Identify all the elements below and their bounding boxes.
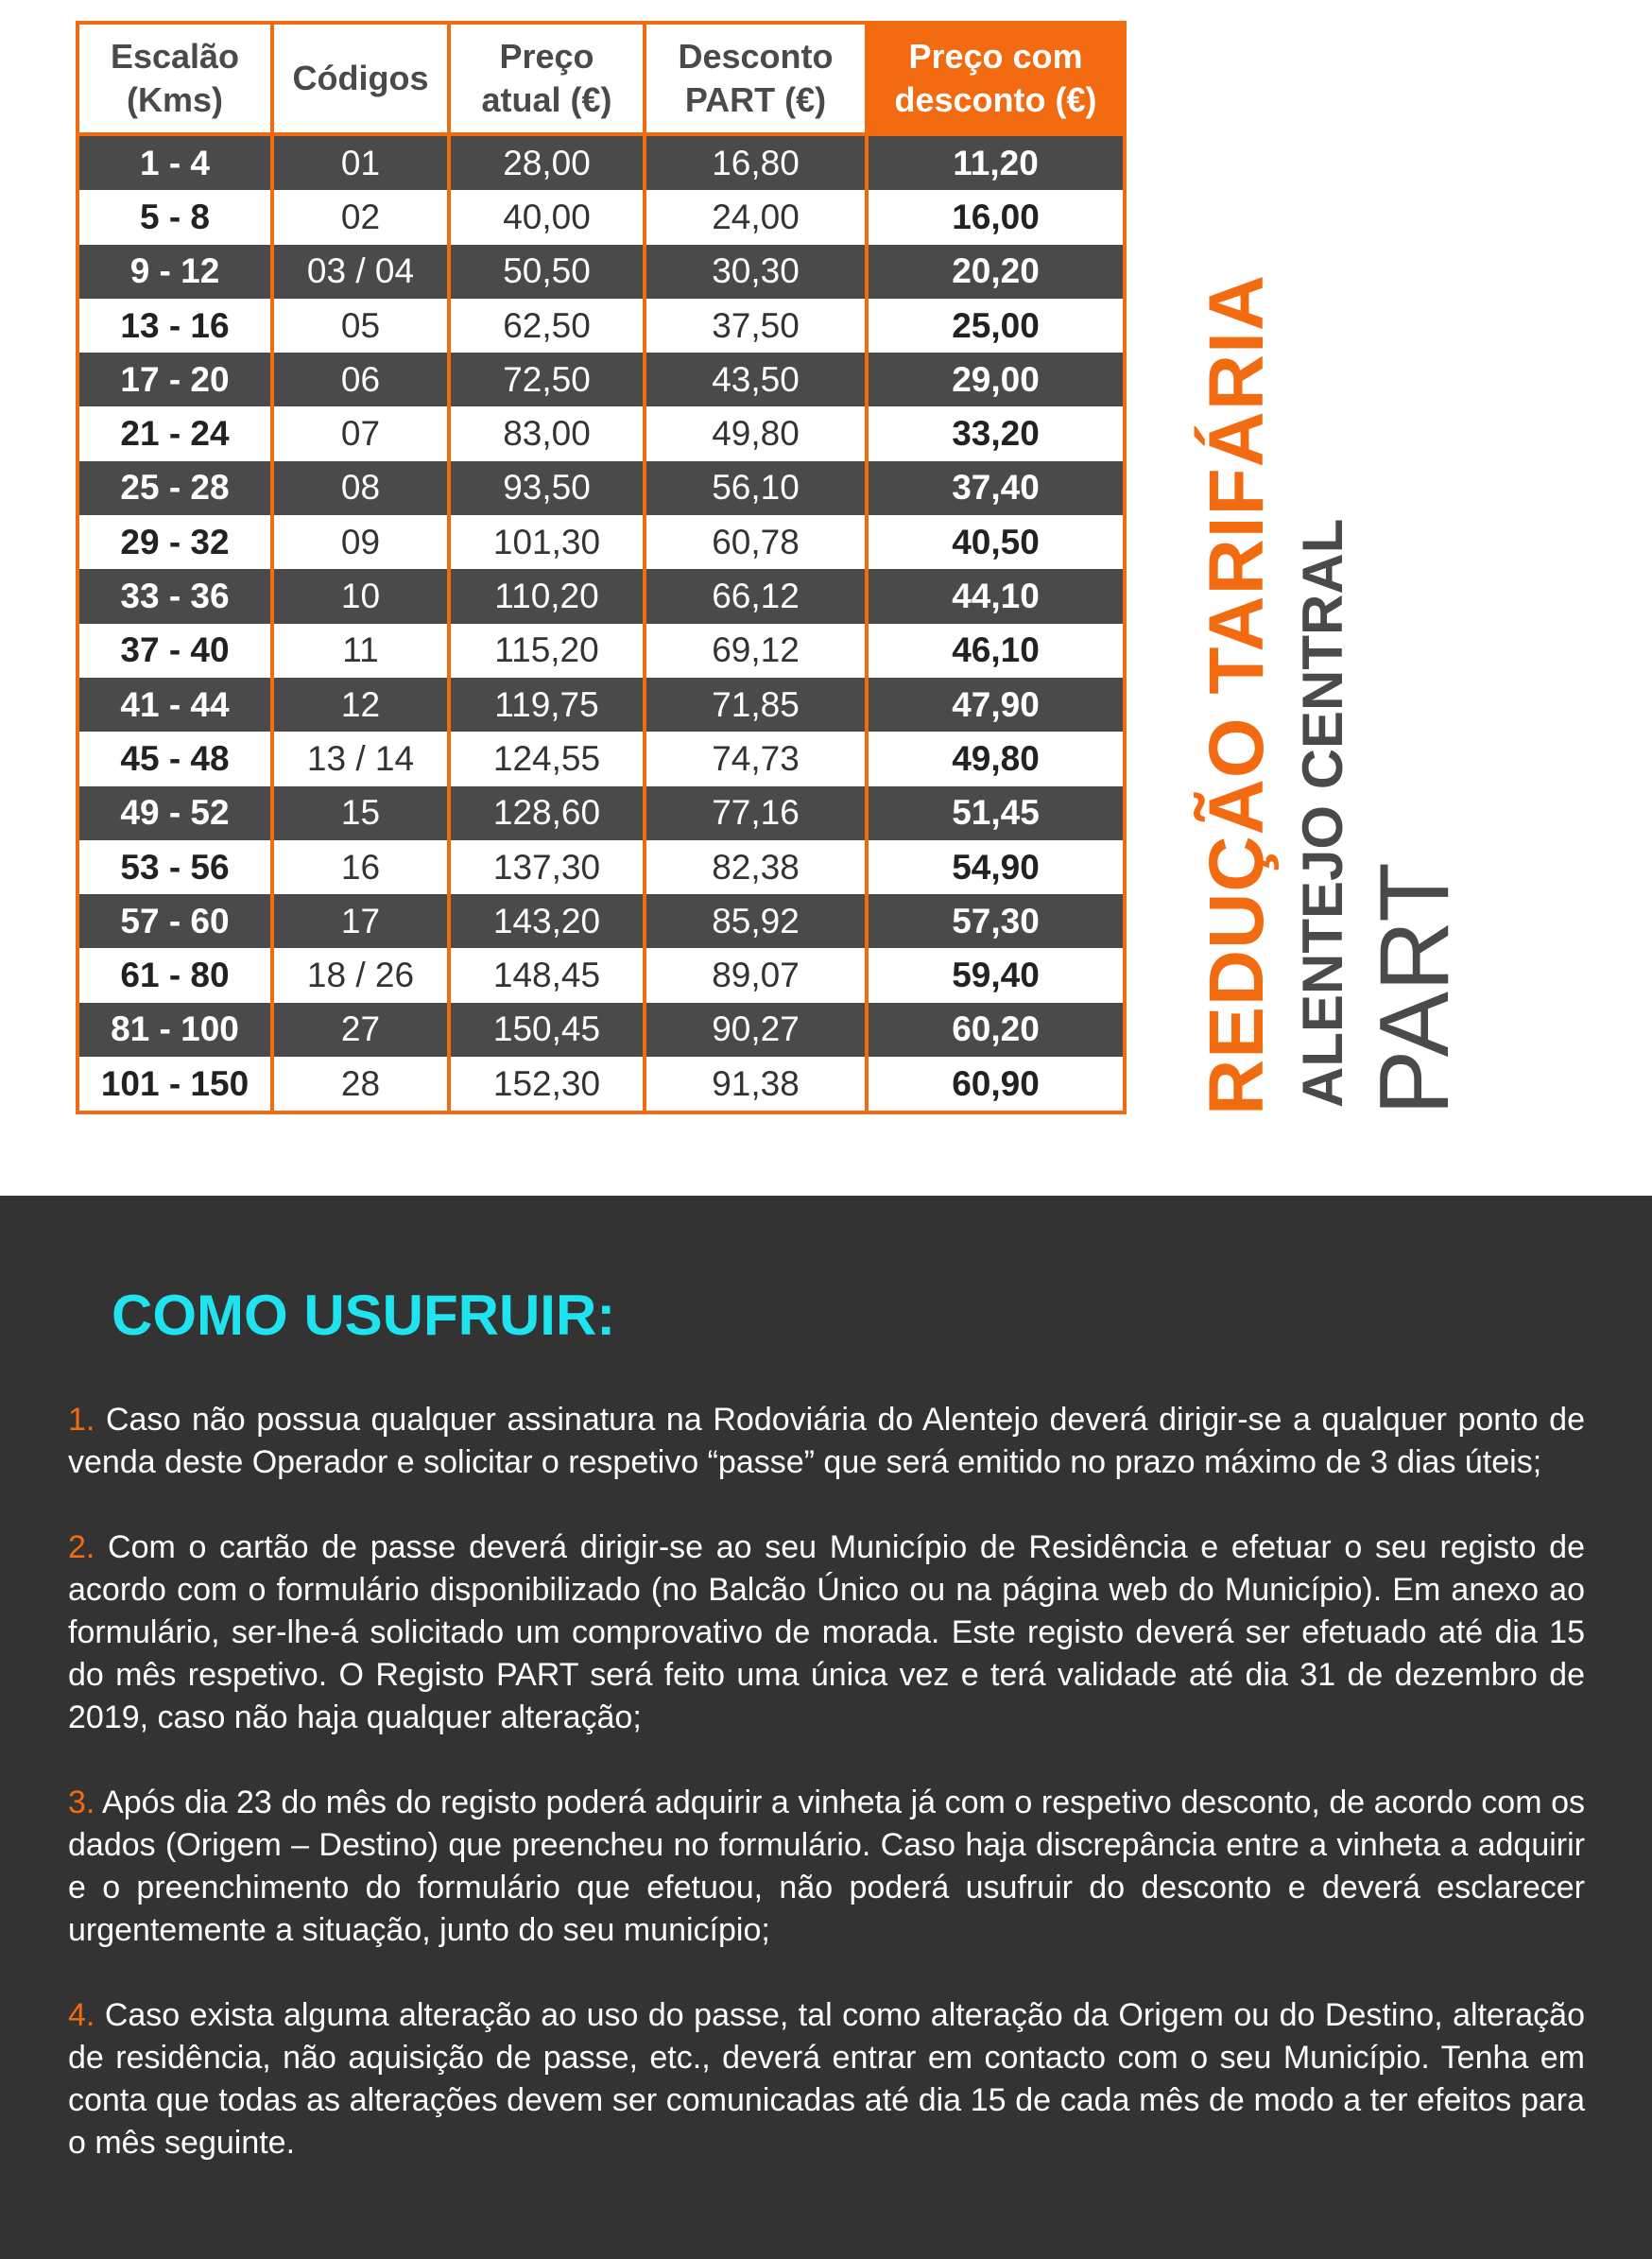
- cell-preco-final: 57,30: [867, 894, 1123, 948]
- cell-preco-atual: 40,00: [449, 190, 645, 244]
- cell-escalao: 101 - 150: [79, 1057, 272, 1111]
- cell-codigo: 06: [272, 353, 449, 406]
- step-text: Após dia 23 do mês do registo poderá adquirir a vinheta já com o respetivo desconto, de acordo com os dados (Origem – Destino) que preencheu no formulário. Caso haja discrepância entre a vinheta a adquirir e o preenchimento do formulário que efetuou, não poderá usufruir do desconto e deverá esclarecer urgentemente a situação, junto do seu município;: [68, 1785, 1585, 1948]
- table-row: [79, 948, 1123, 1002]
- table-row: [79, 406, 1123, 460]
- steps-list: [68, 1399, 1585, 2207]
- step-number: 3.: [68, 1785, 95, 1820]
- side-title-reducao-tarifaria: REDUÇÃO TARIFÁRIA: [1194, 273, 1280, 1115]
- cell-codigo: 09: [272, 515, 449, 569]
- step-number: 4.: [68, 1997, 95, 2033]
- cell-preco-final: 54,90: [867, 840, 1123, 894]
- table-row: [79, 461, 1123, 515]
- cell-codigo: 12: [272, 678, 449, 732]
- cell-preco-atual: 128,60: [449, 786, 645, 840]
- cell-desconto: 43,50: [645, 353, 867, 406]
- cell-desconto: 30,30: [645, 245, 867, 299]
- cell-preco-atual: 124,55: [449, 732, 645, 785]
- cell-escalao: 5 - 8: [79, 190, 272, 244]
- cell-escalao: 1 - 4: [79, 134, 272, 190]
- table-row: [79, 678, 1123, 732]
- cell-desconto: 37,50: [645, 299, 867, 353]
- cell-escalao: 9 - 12: [79, 245, 272, 299]
- header-preco-com-desconto: Preço com desconto (€): [867, 25, 1123, 134]
- cell-escalao: 45 - 48: [79, 732, 272, 785]
- cell-desconto: 85,92: [645, 894, 867, 948]
- table-row: [79, 1003, 1123, 1057]
- cell-desconto: 16,80: [645, 134, 867, 190]
- step-text: Com o cartão de passe deverá dirigir-se ao seu Município de Residência e efetuar o seu registo de acordo com o formulário disponibilizado (no Balcão Único ou na página web do Município). Em anexo ao formulário, ser-lhe-á solicitado um comprovativo de morada. Este registo deverá ser efetuado até dia 15 do mês respetivo. O Registo PART será feito uma única vez e terá validade até dia 31 de dezembro de 2019, caso não haja qualquer alteração;: [68, 1529, 1585, 1735]
- table-row: [79, 732, 1123, 785]
- cell-preco-atual: 137,30: [449, 840, 645, 894]
- cell-codigo: 03 / 04: [272, 245, 449, 299]
- cell-preco-final: 25,00: [867, 299, 1123, 353]
- cell-desconto: 49,80: [645, 406, 867, 460]
- cell-desconto: 90,27: [645, 1003, 867, 1057]
- cell-preco-final: 20,20: [867, 245, 1123, 299]
- step-2: [68, 1526, 1585, 1739]
- cell-codigo: 28: [272, 1057, 449, 1111]
- cell-escalao: 57 - 60: [79, 894, 272, 948]
- cell-desconto: 66,12: [645, 569, 867, 623]
- cell-desconto: 69,12: [645, 624, 867, 678]
- cell-escalao: 21 - 24: [79, 406, 272, 460]
- cell-preco-atual: 148,45: [449, 948, 645, 1002]
- side-title-part: PART: [1360, 862, 1470, 1115]
- cell-codigo: 15: [272, 786, 449, 840]
- cell-preco-final: 60,20: [867, 1003, 1123, 1057]
- cell-desconto: 91,38: [645, 1057, 867, 1111]
- cell-escalao: 17 - 20: [79, 353, 272, 406]
- cell-preco-final: 37,40: [867, 461, 1123, 515]
- cell-escalao: 25 - 28: [79, 461, 272, 515]
- table-row: [79, 515, 1123, 569]
- cell-escalao: 37 - 40: [79, 624, 272, 678]
- cell-desconto: 77,16: [645, 786, 867, 840]
- cell-codigo: 11: [272, 624, 449, 678]
- how-title: COMO USUFRUIR:: [112, 1284, 616, 1347]
- step-4: [68, 1994, 1585, 2164]
- cell-codigo: 16: [272, 840, 449, 894]
- cell-escalao: 41 - 44: [79, 678, 272, 732]
- cell-escalao: 53 - 56: [79, 840, 272, 894]
- cell-codigo: 10: [272, 569, 449, 623]
- table-row: [79, 134, 1123, 190]
- price-table: [76, 21, 1127, 1114]
- header-escalao: Escalão (Kms): [79, 25, 272, 134]
- cell-preco-atual: 50,50: [449, 245, 645, 299]
- cell-desconto: 56,10: [645, 461, 867, 515]
- cell-escalao: 33 - 36: [79, 569, 272, 623]
- cell-escalao: 81 - 100: [79, 1003, 272, 1057]
- how-to-section: [0, 1196, 1652, 2259]
- header-codigos: Códigos: [272, 25, 449, 134]
- header-preco-atual: Preço atual (€): [449, 25, 645, 134]
- cell-preco-final: 46,10: [867, 624, 1123, 678]
- cell-preco-atual: 152,30: [449, 1057, 645, 1111]
- cell-escalao: 29 - 32: [79, 515, 272, 569]
- cell-desconto: 82,38: [645, 840, 867, 894]
- cell-preco-atual: 93,50: [449, 461, 645, 515]
- cell-preco-atual: 119,75: [449, 678, 645, 732]
- table-row: [79, 840, 1123, 894]
- table-row: [79, 353, 1123, 406]
- table-row: [79, 786, 1123, 840]
- cell-codigo: 17: [272, 894, 449, 948]
- step-3: [68, 1782, 1585, 1952]
- cell-preco-atual: 110,20: [449, 569, 645, 623]
- cell-codigo: 13 / 14: [272, 732, 449, 785]
- step-text: Caso não possua qualquer assinatura na Rodoviária do Alentejo deverá dirigir-se a qualquer ponto de venda deste Operador e solicitar o respetivo “passe” que será emitido no prazo máximo de 3 dias úteis;: [68, 1402, 1585, 1480]
- cell-desconto: 74,73: [645, 732, 867, 785]
- cell-codigo: 05: [272, 299, 449, 353]
- step-number: 2.: [68, 1529, 95, 1565]
- cell-preco-atual: 72,50: [449, 353, 645, 406]
- cell-preco-atual: 115,20: [449, 624, 645, 678]
- table-row: [79, 1057, 1123, 1111]
- cell-codigo: 18 / 26: [272, 948, 449, 1002]
- cell-preco-atual: 28,00: [449, 134, 645, 190]
- header-desconto-part: Desconto PART (€): [645, 25, 867, 134]
- table-row: [79, 245, 1123, 299]
- cell-desconto: 89,07: [645, 948, 867, 1002]
- cell-desconto: 24,00: [645, 190, 867, 244]
- cell-codigo: 01: [272, 134, 449, 190]
- cell-preco-final: 59,40: [867, 948, 1123, 1002]
- cell-preco-final: 49,80: [867, 732, 1123, 785]
- table-header-row: [79, 25, 1123, 134]
- cell-preco-final: 47,90: [867, 678, 1123, 732]
- cell-preco-final: 33,20: [867, 406, 1123, 460]
- cell-preco-atual: 150,45: [449, 1003, 645, 1057]
- cell-codigo: 27: [272, 1003, 449, 1057]
- cell-preco-atual: 83,00: [449, 406, 645, 460]
- table-row: [79, 894, 1123, 948]
- cell-codigo: 07: [272, 406, 449, 460]
- cell-preco-atual: 101,30: [449, 515, 645, 569]
- cell-escalao: 13 - 16: [79, 299, 272, 353]
- cell-escalao: 61 - 80: [79, 948, 272, 1002]
- cell-preco-final: 60,90: [867, 1057, 1123, 1111]
- cell-preco-final: 44,10: [867, 569, 1123, 623]
- table-row: [79, 190, 1123, 244]
- cell-preco-final: 16,00: [867, 190, 1123, 244]
- cell-preco-final: 51,45: [867, 786, 1123, 840]
- step-1: [68, 1399, 1585, 1484]
- step-number: 1.: [68, 1402, 95, 1438]
- side-title-alentejo-central: ALENTEJO CENTRAL: [1291, 518, 1354, 1108]
- table-row: [79, 299, 1123, 353]
- cell-preco-final: 29,00: [867, 353, 1123, 406]
- cell-desconto: 71,85: [645, 678, 867, 732]
- cell-codigo: 02: [272, 190, 449, 244]
- cell-codigo: 08: [272, 461, 449, 515]
- cell-preco-atual: 143,20: [449, 894, 645, 948]
- table-row: [79, 624, 1123, 678]
- step-text: Caso exista alguma alteração ao uso do passe, tal como alteração da Origem ou do Destino, alteração de residência, não aquisição de passe, etc., deverá entrar em contacto com o seu Município. Tenha em conta que todas as alterações devem ser comunicadas até dia 15 de cada mês de modo a ter efeitos para o mês seguinte.: [68, 1997, 1585, 2161]
- cell-escalao: 49 - 52: [79, 786, 272, 840]
- cell-preco-final: 40,50: [867, 515, 1123, 569]
- table-row: [79, 569, 1123, 623]
- cell-preco-final: 11,20: [867, 134, 1123, 190]
- cell-desconto: 60,78: [645, 515, 867, 569]
- cell-preco-atual: 62,50: [449, 299, 645, 353]
